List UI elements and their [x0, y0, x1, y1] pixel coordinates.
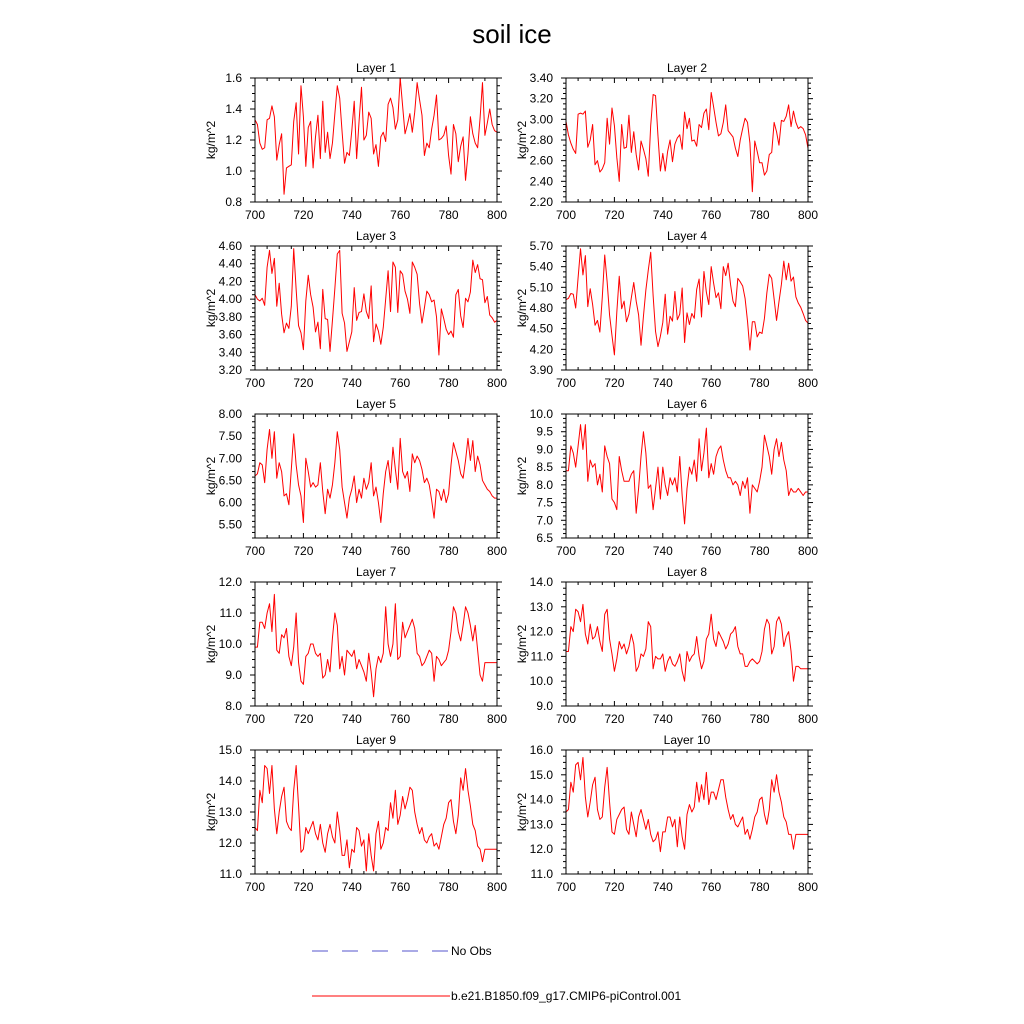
y-tick-label: 2.80	[529, 133, 553, 147]
x-tick-label: 780	[438, 544, 459, 558]
x-tick-label: 760	[701, 712, 722, 726]
x-tick-label: 760	[701, 544, 722, 558]
panel-title: Layer 5	[355, 397, 397, 411]
panel-layer-2	[515, 61, 818, 222]
x-tick-label: 740	[652, 712, 673, 726]
series-line	[255, 249, 497, 355]
panels-grid	[204, 61, 818, 894]
panel-title: Layer 8	[666, 565, 708, 579]
panel-title: Layer 4	[666, 229, 708, 243]
x-tick-label: 800	[797, 376, 819, 390]
y-tick-label: 9.5	[536, 424, 553, 439]
x-tick-label: 700	[244, 712, 266, 726]
x-tick-label: 760	[701, 208, 722, 222]
x-tick-label: 780	[749, 880, 770, 894]
y-tick-label: 1.0	[225, 164, 242, 178]
x-tick-label: 780	[749, 376, 770, 390]
x-tick-label: 760	[701, 880, 722, 894]
x-tick-label: 740	[652, 880, 673, 894]
y-tick-label: 1.2	[225, 133, 242, 147]
y-tick-label: 9.0	[536, 442, 553, 457]
x-tick-label: 700	[555, 880, 577, 894]
x-tick-label: 720	[604, 712, 625, 726]
y-tick-label: 4.80	[529, 301, 553, 315]
y-tick-label: 12.0	[218, 575, 242, 589]
y-tick-label: 4.60	[218, 239, 242, 253]
series-line	[255, 78, 497, 194]
y-tick-label: 8.0	[225, 699, 242, 713]
legend-model-label: b.e21.B1850.f09_g17.CMIP6-piControl.001	[451, 989, 682, 1003]
x-tick-label: 800	[486, 880, 508, 894]
x-tick-label: 780	[438, 880, 459, 894]
x-tick-label: 800	[486, 376, 508, 390]
y-tick-label: 5.40	[529, 259, 553, 274]
x-tick-label: 720	[604, 208, 625, 222]
y-tick-label: 8.5	[536, 460, 553, 475]
x-tick-label: 720	[293, 208, 314, 222]
y-axis-label: kg/m^2	[515, 792, 529, 832]
series-line	[255, 766, 497, 871]
panel-layer-6	[515, 397, 818, 558]
y-tick-label: 1.4	[225, 102, 242, 116]
y-tick-label: 14.0	[218, 774, 242, 788]
y-tick-label: 4.20	[529, 342, 553, 357]
y-axis-label: kg/m^2	[515, 288, 529, 328]
y-tick-label: 3.00	[529, 112, 553, 127]
x-tick-label: 700	[244, 880, 266, 894]
y-tick-label: 11.0	[219, 867, 242, 881]
x-tick-label: 740	[652, 544, 673, 558]
y-axis-label: kg/m^2	[204, 288, 218, 328]
panel-frame	[566, 414, 808, 538]
series-line	[566, 425, 808, 524]
y-tick-label: 3.80	[218, 309, 242, 324]
panel-title: Layer 6	[666, 397, 708, 411]
y-tick-label: 7.50	[218, 429, 242, 444]
y-tick-label: 4.50	[529, 321, 553, 336]
y-tick-label: 14.0	[529, 792, 553, 807]
panel-frame	[255, 750, 497, 874]
x-tick-label: 700	[555, 712, 577, 726]
legend-obs-label: No Obs	[451, 944, 492, 958]
x-tick-label: 740	[341, 712, 362, 726]
y-tick-label: 7.00	[218, 451, 242, 466]
y-tick-label: 3.60	[218, 327, 242, 342]
y-tick-label: 8.00	[218, 407, 242, 421]
panel-title: Layer 9	[355, 733, 397, 747]
series-line	[255, 430, 497, 523]
y-tick-label: 10.0	[218, 637, 242, 651]
x-tick-label: 800	[797, 544, 819, 558]
y-tick-label: 2.20	[529, 195, 553, 209]
x-tick-label: 740	[341, 208, 362, 222]
x-tick-label: 740	[652, 376, 673, 390]
y-tick-label: 3.20	[218, 363, 242, 377]
series-line	[566, 249, 808, 355]
x-tick-label: 760	[390, 544, 411, 558]
y-tick-label: 2.40	[529, 174, 553, 189]
x-tick-label: 700	[555, 544, 577, 558]
y-tick-label: 9.0	[225, 668, 242, 682]
panel-layer-1	[204, 61, 507, 222]
series-line	[566, 757, 808, 851]
y-tick-label: 3.90	[529, 363, 553, 377]
y-tick-label: 13.0	[529, 817, 553, 832]
x-tick-label: 740	[341, 544, 362, 558]
series-line	[255, 594, 497, 696]
panel-layer-7	[204, 565, 507, 726]
x-tick-label: 760	[390, 376, 411, 390]
y-tick-label: 12.0	[529, 624, 553, 639]
x-tick-label: 740	[341, 376, 362, 390]
x-tick-label: 800	[797, 208, 819, 222]
y-tick-label: 6.50	[218, 473, 242, 488]
x-tick-label: 720	[293, 712, 314, 726]
x-tick-label: 800	[486, 544, 508, 558]
x-tick-label: 760	[390, 208, 411, 222]
x-tick-label: 720	[604, 376, 625, 390]
y-tick-label: 7.0	[536, 513, 553, 528]
y-tick-label: 14.0	[529, 575, 553, 589]
figure-title: soil ice	[472, 19, 552, 49]
y-axis-label: kg/m^2	[204, 120, 218, 160]
x-tick-label: 700	[244, 208, 266, 222]
series-line	[566, 604, 808, 681]
y-tick-label: 7.5	[536, 495, 553, 510]
panel-title: Layer 10	[663, 733, 711, 747]
x-tick-label: 720	[293, 376, 314, 390]
x-tick-label: 700	[244, 376, 266, 390]
x-tick-label: 800	[797, 712, 819, 726]
y-tick-label: 4.20	[218, 274, 242, 289]
y-axis-label: kg/m^2	[515, 456, 529, 496]
y-axis-label: kg/m^2	[515, 120, 529, 160]
panel-title: Layer 2	[666, 61, 708, 75]
y-tick-label: 5.50	[218, 517, 242, 532]
panel-title: Layer 1	[355, 61, 397, 75]
panel-layer-8	[515, 565, 818, 726]
panel-title: Layer 3	[355, 229, 397, 243]
x-tick-label: 780	[749, 712, 770, 726]
x-tick-label: 780	[749, 208, 770, 222]
x-tick-label: 780	[749, 544, 770, 558]
y-axis-label: kg/m^2	[204, 456, 218, 496]
x-tick-label: 700	[555, 376, 577, 390]
series-line	[566, 92, 808, 191]
x-tick-label: 800	[486, 712, 508, 726]
panel-frame	[566, 78, 808, 202]
y-tick-label: 4.40	[218, 256, 242, 271]
x-tick-label: 700	[244, 544, 266, 558]
x-tick-label: 760	[390, 880, 411, 894]
y-tick-label: 16.0	[529, 743, 553, 757]
x-tick-label: 720	[604, 544, 625, 558]
panel-layer-5	[204, 397, 507, 558]
y-axis-label: kg/m^2	[515, 624, 529, 664]
x-tick-label: 800	[486, 208, 508, 222]
y-tick-label: 3.40	[218, 345, 242, 360]
y-tick-label: 12.0	[218, 836, 242, 850]
x-tick-label: 720	[293, 880, 314, 894]
x-tick-label: 720	[293, 544, 314, 558]
y-tick-label: 1.6	[225, 71, 242, 85]
y-tick-label: 11.0	[530, 649, 553, 664]
y-tick-label: 9.0	[536, 699, 553, 713]
y-tick-label: 10.0	[529, 407, 553, 421]
x-tick-label: 720	[604, 880, 625, 894]
y-tick-label: 5.70	[529, 239, 553, 253]
panel-layer-9	[204, 733, 507, 894]
y-tick-label: 8.0	[536, 477, 553, 492]
x-tick-label: 800	[797, 880, 819, 894]
legend	[312, 944, 681, 1003]
y-tick-label: 6.5	[536, 531, 553, 545]
x-tick-label: 780	[438, 376, 459, 390]
x-tick-label: 780	[438, 208, 459, 222]
panel-layer-10	[515, 733, 818, 894]
panel-layer-3	[204, 229, 507, 390]
y-tick-label: 5.10	[529, 280, 553, 295]
y-tick-label: 6.00	[218, 495, 242, 510]
y-axis-label: kg/m^2	[204, 792, 218, 832]
y-tick-label: 3.20	[529, 91, 553, 106]
y-tick-label: 12.0	[529, 842, 553, 857]
panel-frame	[255, 78, 497, 202]
x-tick-label: 740	[652, 208, 673, 222]
y-tick-label: 11.0	[530, 867, 553, 881]
y-tick-label: 15.0	[218, 743, 242, 757]
x-tick-label: 760	[701, 376, 722, 390]
y-tick-label: 3.40	[529, 71, 553, 85]
x-tick-label: 700	[555, 208, 577, 222]
panel-title: Layer 7	[355, 565, 397, 579]
y-axis-label: kg/m^2	[204, 624, 218, 664]
y-tick-label: 13.0	[218, 805, 242, 819]
panel-layer-4	[515, 229, 818, 390]
y-tick-label: 10.0	[529, 674, 553, 689]
y-tick-label: 11.0	[219, 606, 242, 620]
y-tick-label: 0.8	[225, 195, 242, 209]
y-tick-label: 15.0	[529, 767, 553, 782]
y-tick-label: 13.0	[529, 599, 553, 614]
panel-frame	[255, 582, 497, 706]
x-tick-label: 760	[390, 712, 411, 726]
y-tick-label: 4.00	[218, 292, 242, 307]
panel-frame	[566, 246, 808, 370]
x-tick-label: 740	[341, 880, 362, 894]
y-tick-label: 2.60	[529, 153, 553, 168]
x-tick-label: 780	[438, 712, 459, 726]
